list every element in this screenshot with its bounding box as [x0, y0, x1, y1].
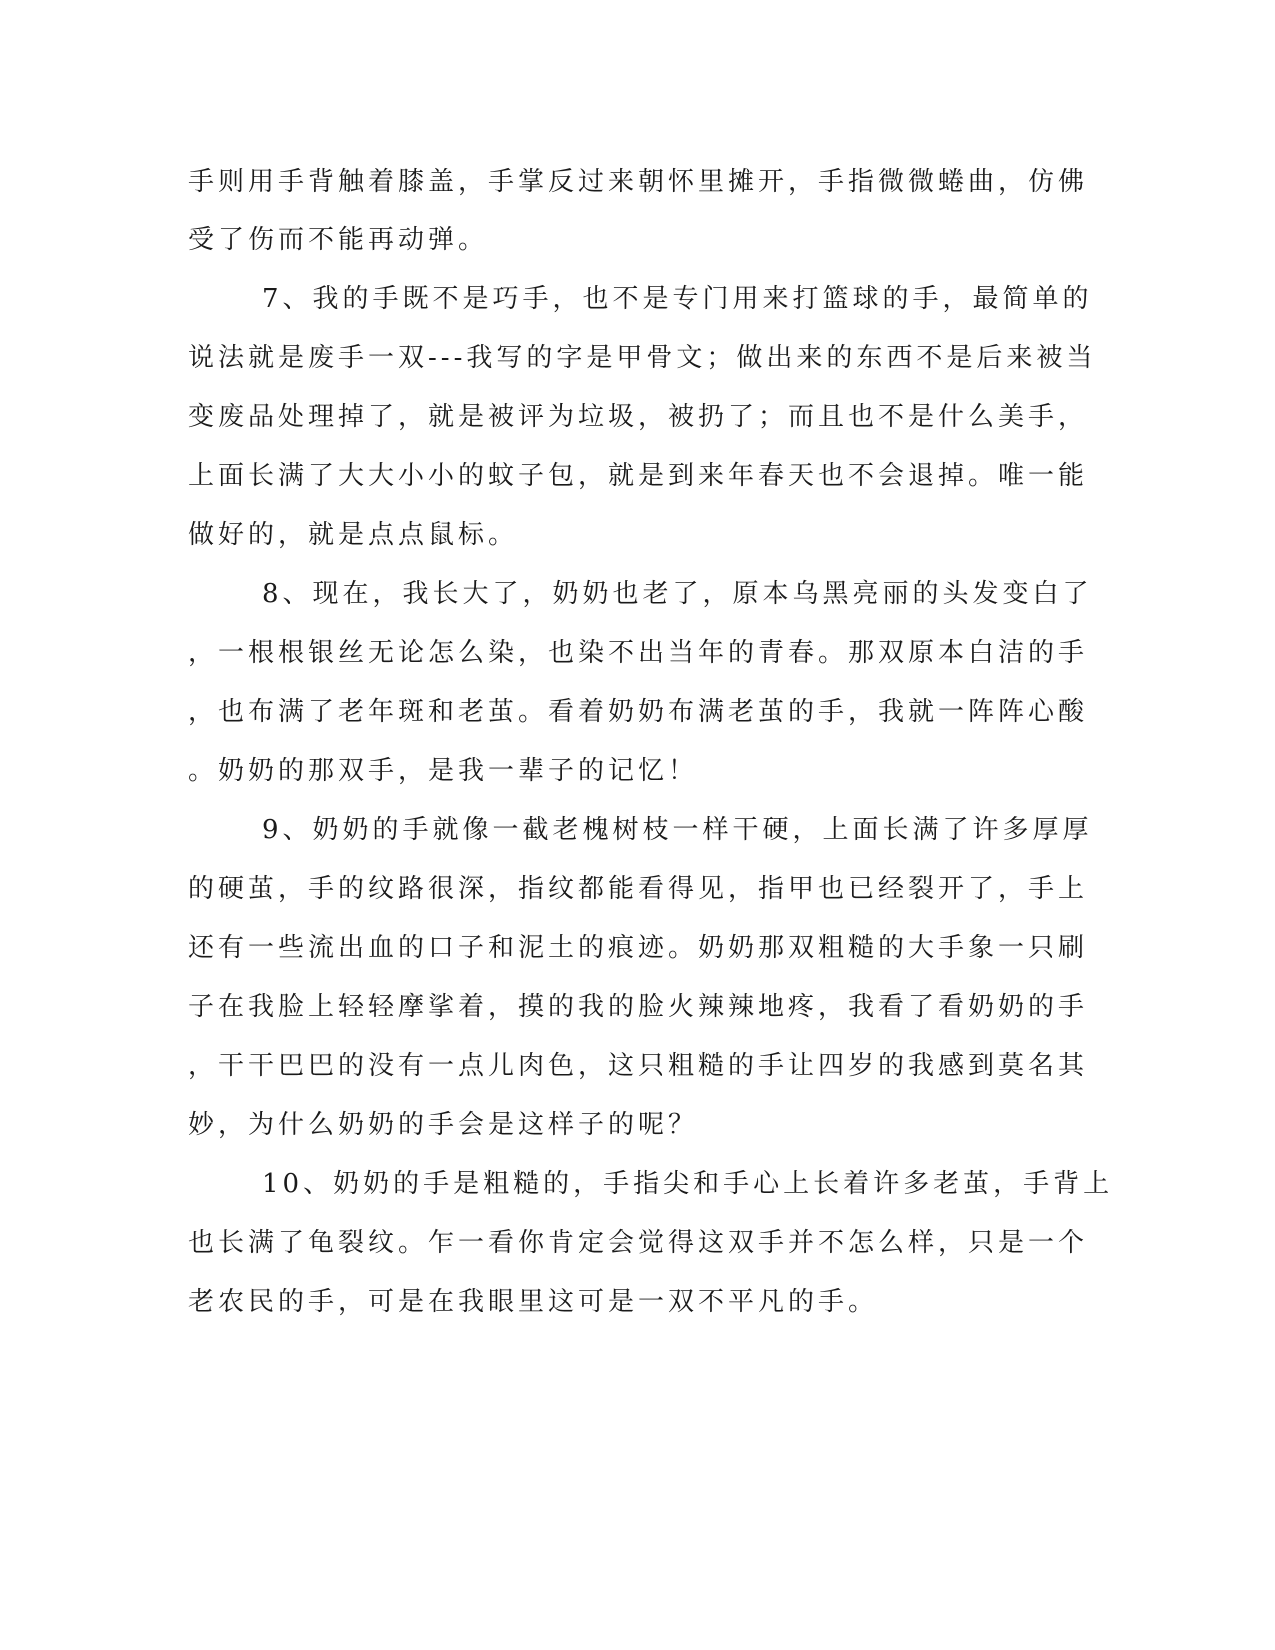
paragraph-start-9: 9、奶奶的手就像一截老槐树枝一样干硬，上面长满了许多厚厚: [262, 815, 1093, 845]
text-line: 上面长满了大大小小的蚊子包，就是到来年春天也不会退掉。唯一能: [188, 461, 1089, 491]
text-line: ，也布满了老年斑和老茧。看着奶奶布满老茧的手，我就一阵阵心酸: [188, 697, 1089, 727]
text-line: 子在我脸上轻轻摩挲着，摸的我的脸火辣辣地疼，我看了看奶奶的手: [188, 992, 1089, 1022]
text-line: 说法就是废手一双---我写的字是甲骨文；做出来的东西不是后来被当: [188, 343, 1097, 373]
text-line: 妙，为什么奶奶的手会是这样子的呢？: [188, 1110, 699, 1140]
paragraph-start-7: 7、我的手既不是巧手，也不是专门用来打篮球的手，最简单的: [262, 284, 1093, 314]
text-line: ，一根根银丝无论怎么染，也染不出当年的青春。那双原本白洁的手: [188, 638, 1089, 668]
text-line: 老农民的手，可是在我眼里这可是一双不平凡的手。: [188, 1287, 879, 1317]
text-line: ，干干巴巴的没有一点儿肉色，这只粗糙的手让四岁的我感到莫名其: [188, 1051, 1089, 1081]
text-line: 做好的，就是点点鼠标。: [188, 520, 519, 550]
paragraph-start-8: 8、现在，我长大了，奶奶也老了，原本乌黑亮丽的头发变白了: [262, 579, 1093, 609]
text-line: 也长满了龟裂纹。乍一看你肯定会觉得这双手并不怎么样，只是一个: [188, 1228, 1089, 1258]
text-line: 变废品处理掉了，就是被评为垃圾，被扔了；而且也不是什么美手，: [188, 402, 1089, 432]
text-line: 还有一些流出血的口子和泥土的痕迹。奶奶那双粗糙的大手象一只刷: [188, 933, 1089, 963]
paragraph-start-10: 10、奶奶的手是粗糙的，手指尖和手心上长着许多老茧，手背上: [262, 1169, 1114, 1199]
text-line: 。奶奶的那双手，是我一辈子的记忆！: [188, 756, 699, 786]
text-line: 手则用手背触着膝盖，手掌反过来朝怀里摊开，手指微微蜷曲，仿佛: [188, 167, 1089, 197]
text-line: 的硬茧，手的纹路很深，指纹都能看得见，指甲也已经裂开了，手上: [188, 874, 1089, 904]
text-line: 受了伤而不能再动弹。: [188, 225, 489, 255]
